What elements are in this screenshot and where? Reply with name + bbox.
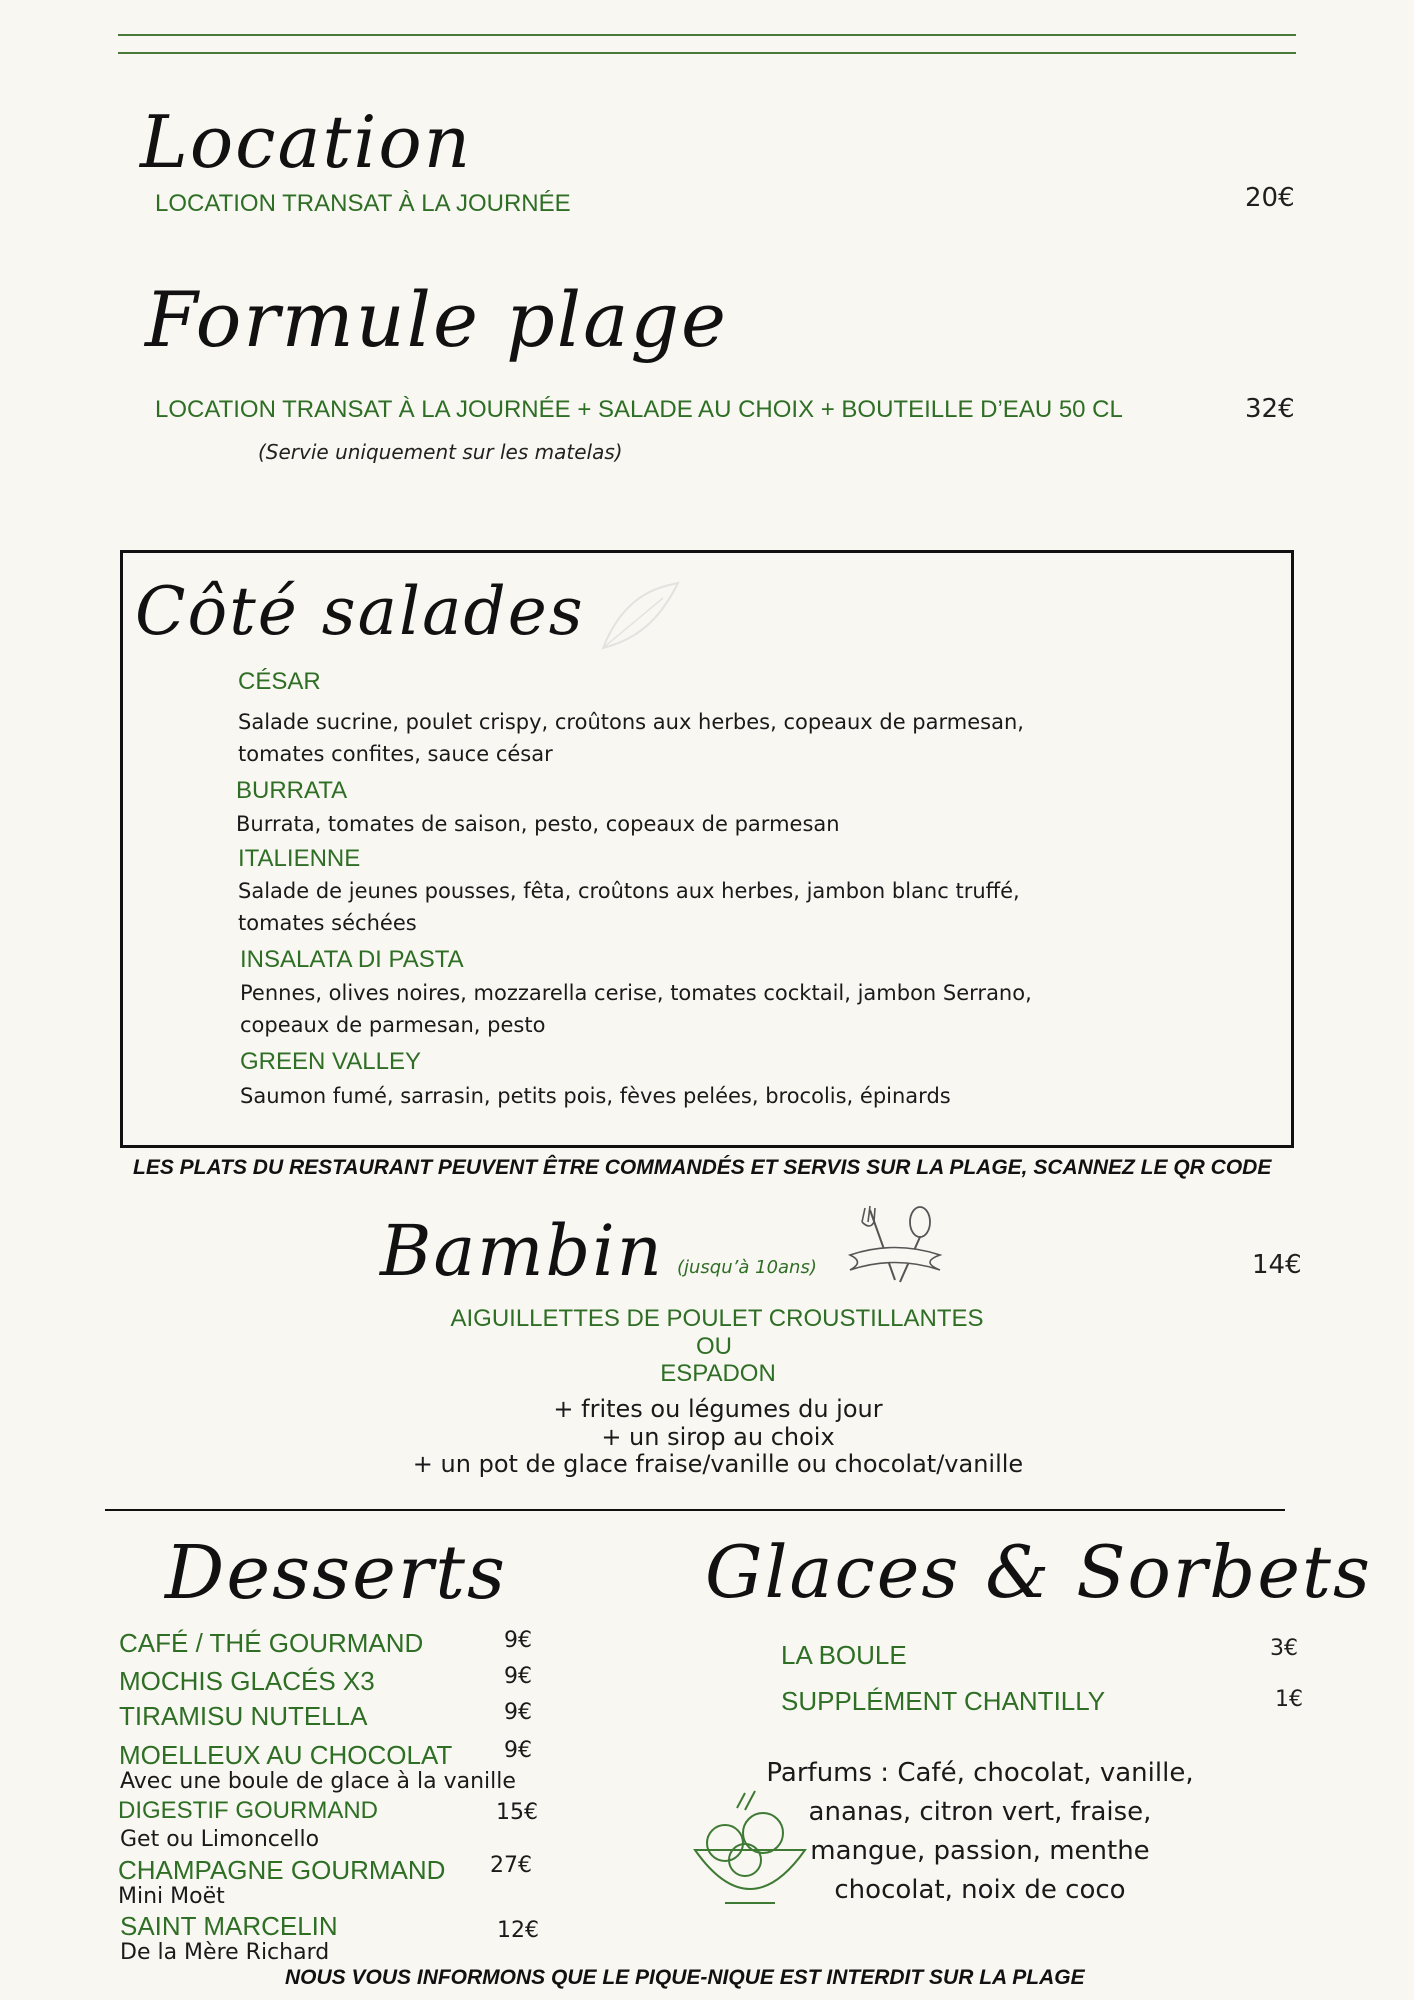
formule-title: Formule plage	[145, 275, 729, 364]
salad-desc-insalata-1: Pennes, olives noires, mozzarella cerise, tomates cocktail, jambon Serrano,	[240, 981, 1032, 1005]
salad-desc-burrata-1: Burrata, tomates de saison, pesto, copeaux de parmesan	[236, 812, 840, 836]
bambin-age-note: (jusqu’à 10ans)	[677, 1257, 817, 1278]
glace-price-chantilly: 1€	[1275, 1687, 1303, 1712]
salad-name-italienne: ITALIENNE	[238, 845, 361, 872]
dessert-price-digestif: 15€	[496, 1800, 538, 1825]
salad-name-insalata: INSALATA DI PASTA	[240, 946, 464, 973]
bambin-line-3: ESPADON	[660, 1360, 776, 1387]
salads-box	[120, 550, 1294, 1148]
formule-item: LOCATION TRANSAT À LA JOURNÉE + SALADE AU CHOIX + BOUTEILLE D’EAU 50 CL	[155, 396, 1123, 423]
dessert-name-champagne: CHAMPAGNE GOURMAND	[118, 1855, 446, 1885]
dessert-price-moelleux: 9€	[504, 1738, 532, 1763]
parfums-line-1: Parfums : Café, chocolat, vanille,	[766, 1758, 1194, 1788]
salad-name-burrata: BURRATA	[236, 777, 348, 804]
formule-price: 32€	[1245, 394, 1295, 424]
notice-piquenique: NOUS VOUS INFORMONS QUE LE PIQUE-NIQUE EST INTERDIT SUR LA PLAGE	[285, 1966, 1085, 1989]
bambin-line-2: OU	[696, 1333, 732, 1360]
bambin-price: 14€	[1252, 1250, 1302, 1280]
salad-desc-insalata-2: copeaux de parmesan, pesto	[240, 1013, 546, 1037]
dessert-price-tiramisu: 9€	[504, 1700, 532, 1725]
salad-desc-italienne-2: tomates séchées	[238, 911, 417, 935]
bambin-extra-1: + frites ou légumes du jour	[553, 1395, 883, 1423]
salad-name-cesar: CÉSAR	[238, 668, 321, 695]
dessert-name-cafe: CAFÉ / THÉ GOURMAND	[119, 1628, 424, 1658]
leaf-sketch-icon	[593, 578, 683, 658]
salads-title: Côté salades	[135, 573, 585, 650]
bambin-extra-2: + un sirop au choix	[601, 1423, 835, 1451]
cutlery-ribbon-icon	[840, 1200, 950, 1290]
dessert-name-saint-marcelin: SAINT MARCELIN	[120, 1911, 338, 1941]
salad-desc-cesar-1: Salade sucrine, poulet crispy, croûtons aux herbes, copeaux de parmesan,	[238, 710, 1024, 734]
dessert-name-tiramisu: TIRAMISU NUTELLA	[119, 1701, 368, 1731]
location-item: LOCATION TRANSAT À LA JOURNÉE	[155, 190, 571, 217]
formule-note: (Servie uniquement sur les matelas)	[258, 440, 623, 464]
dessert-sub-saint-marcelin: De la Mère Richard	[120, 1940, 330, 1965]
dessert-name-mochis: MOCHIS GLACÉS X3	[119, 1666, 375, 1696]
bambin-extra-3: + un pot de glace fraise/vanille ou chocolat/vanille	[412, 1450, 1024, 1478]
dessert-price-saint-marcelin: 12€	[497, 1918, 539, 1943]
salad-desc-italienne-1: Salade de jeunes pousses, fêta, croûtons aux herbes, jambon blanc truffé,	[238, 879, 1020, 903]
location-price: 20€	[1245, 183, 1295, 213]
glace-name-boule: LA BOULE	[781, 1640, 907, 1670]
glace-name-chantilly: SUPPLÉMENT CHANTILLY	[781, 1686, 1106, 1716]
dessert-sub-champagne: Mini Moët	[118, 1884, 225, 1909]
dessert-name-moelleux: MOELLEUX AU CHOCOLAT	[119, 1740, 453, 1770]
dessert-name-digestif: DIGESTIF GOURMAND	[118, 1797, 379, 1824]
parfums-line-2: ananas, citron vert, fraise,	[808, 1797, 1152, 1827]
glace-price-boule: 3€	[1270, 1636, 1298, 1661]
top-rule-1	[118, 34, 1296, 36]
dessert-sub-moelleux: Avec une boule de glace à la vanille	[120, 1769, 516, 1794]
bambin-line-1: AIGUILLETTES DE POULET CROUSTILLANTES	[450, 1305, 984, 1332]
salad-name-green-valley: GREEN VALLEY	[240, 1048, 421, 1075]
dessert-price-champagne: 27€	[490, 1853, 532, 1878]
dessert-price-mochis: 9€	[504, 1664, 532, 1689]
salad-desc-green-valley-1: Saumon fumé, sarrasin, petits pois, fèves pelées, brocolis, épinards	[240, 1084, 951, 1108]
location-title: Location	[140, 100, 473, 184]
desserts-title: Desserts	[165, 1530, 507, 1616]
top-rule-2	[118, 52, 1296, 54]
parfums-line-4: chocolat, noix de coco	[834, 1875, 1126, 1905]
bambin-title: Bambin	[380, 1210, 664, 1292]
salad-desc-cesar-2: tomates confites, sauce césar	[238, 742, 553, 766]
parfums-line-3: mangue, passion, menthe	[810, 1836, 1150, 1866]
dessert-price-cafe: 9€	[504, 1628, 532, 1653]
notice-restaurant: LES PLATS DU RESTAURANT PEUVENT ÊTRE COMMANDÉS ET SERVIS SUR LA PLAGE, SCANNEZ LE QR CODE	[133, 1156, 1272, 1179]
dessert-sub-digestif: Get ou Limoncello	[120, 1827, 320, 1852]
glaces-title: Glaces & Sorbets	[705, 1530, 1372, 1614]
section-divider	[105, 1509, 1285, 1511]
